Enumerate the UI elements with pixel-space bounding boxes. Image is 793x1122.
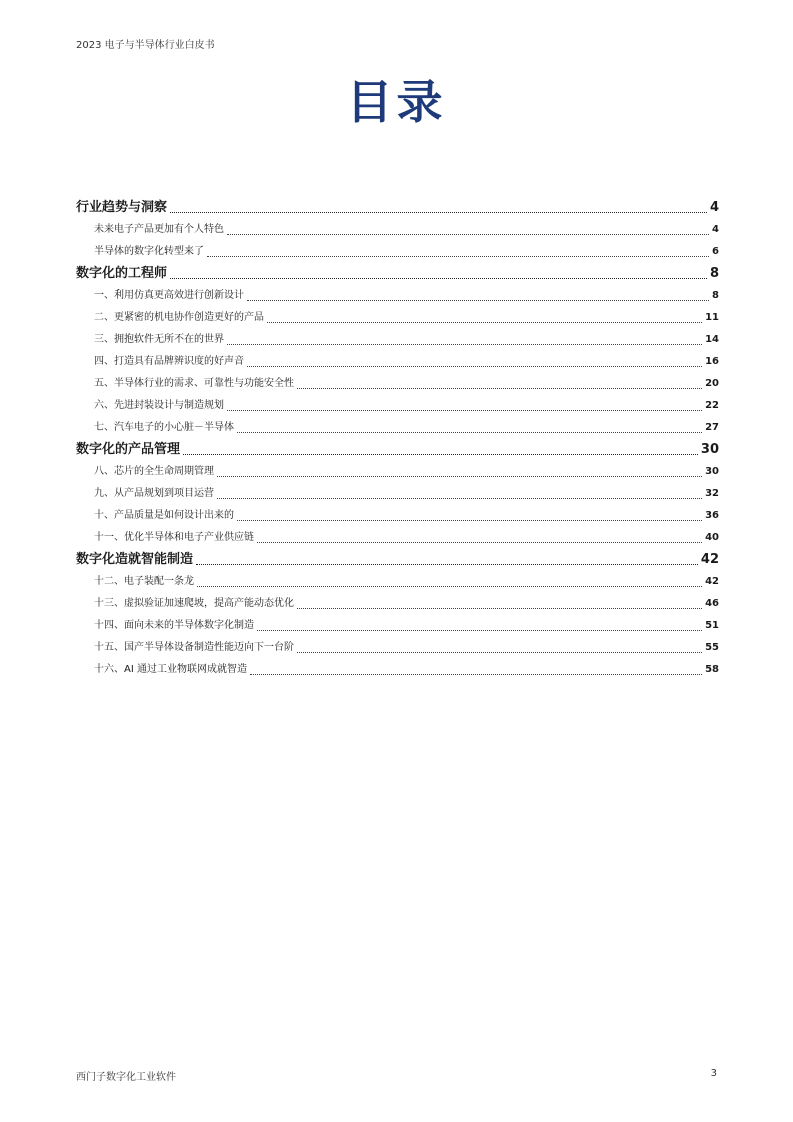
toc-subsection-entry[interactable] — [76, 527, 719, 549]
toc-entry-title: 十一、优化半导体和电子产业供应链 — [94, 532, 254, 543]
toc-dot-leader — [217, 476, 702, 477]
toc-entry-title: 五、半导体行业的需求、可靠性与功能安全性 — [94, 378, 294, 389]
toc-dot-leader — [257, 630, 702, 631]
toc-entry-title: 六、先进封装设计与制造规划 — [94, 400, 224, 411]
toc-entry-page: 42 — [705, 576, 719, 587]
toc-entry-page: 30 — [700, 442, 719, 457]
toc-dot-leader — [237, 520, 702, 521]
toc-entry-page: 32 — [705, 488, 719, 499]
toc-section-entry[interactable] — [76, 197, 719, 219]
toc-subsection-entry[interactable] — [76, 373, 719, 395]
toc-subsection-entry[interactable] — [76, 505, 719, 527]
toc-subsection-entry[interactable] — [76, 395, 719, 417]
toc-subsection-entry[interactable] — [76, 615, 719, 637]
toc-entry-title: 十四、面向未来的半导体数字化制造 — [94, 620, 254, 631]
toc-section-entry[interactable] — [76, 439, 719, 461]
toc-entry-page: 6 — [712, 246, 719, 257]
footer-page-number: 3 — [710, 1068, 717, 1079]
toc-entry-title: 四、打造具有品牌辨识度的好声音 — [94, 356, 244, 367]
toc-entry-page: 55 — [705, 642, 719, 653]
toc-subsection-entry[interactable] — [76, 637, 719, 659]
toc-entry-page: 51 — [705, 620, 719, 631]
toc-dot-leader — [183, 454, 698, 455]
toc-subsection-entry[interactable] — [76, 285, 719, 307]
toc-subsection-entry[interactable] — [76, 241, 719, 263]
toc-entry-page: 8 — [712, 290, 719, 301]
toc-entry-title: 数字化的产品管理 — [76, 442, 181, 457]
table-of-contents — [76, 197, 719, 681]
toc-dot-leader — [227, 410, 702, 411]
toc-section-entry[interactable] — [76, 549, 719, 571]
toc-entry-title: 未来电子产品更加有个人特色 — [94, 224, 224, 235]
toc-dot-leader — [247, 366, 702, 367]
toc-entry-page: 46 — [705, 598, 719, 609]
toc-dot-leader — [227, 234, 709, 235]
toc-entry-page: 8 — [709, 266, 719, 281]
toc-subsection-entry[interactable] — [76, 483, 719, 505]
toc-entry-page: 14 — [705, 334, 719, 345]
toc-entry-page: 16 — [705, 356, 719, 367]
toc-entry-title: 八、芯片的全生命周期管理 — [94, 466, 214, 477]
toc-entry-page: 40 — [705, 532, 719, 543]
toc-dot-leader — [257, 542, 702, 543]
page-title: 目录 — [346, 75, 447, 129]
toc-dot-leader — [196, 564, 698, 565]
toc-subsection-entry[interactable] — [76, 329, 719, 351]
toc-entry-title: 三、拥抱软件无所不在的世界 — [94, 334, 224, 345]
toc-subsection-entry[interactable] — [76, 659, 719, 681]
toc-entry-title: 行业趋势与洞察 — [76, 200, 168, 215]
toc-entry-title: 半导体的数字化转型来了 — [94, 246, 204, 257]
toc-entry-page: 22 — [705, 400, 719, 411]
toc-subsection-entry[interactable] — [76, 593, 719, 615]
toc-dot-leader — [207, 256, 709, 257]
toc-dot-leader — [297, 652, 702, 653]
toc-subsection-entry[interactable] — [76, 461, 719, 483]
toc-dot-leader — [247, 300, 709, 301]
toc-dot-leader — [297, 388, 702, 389]
toc-dot-leader — [267, 322, 702, 323]
toc-subsection-entry[interactable] — [76, 571, 719, 593]
running-header: 2023 电子与半导体行业白皮书 — [76, 40, 215, 51]
toc-entry-page: 4 — [712, 224, 719, 235]
toc-entry-title: 九、从产品规划到项目运营 — [94, 488, 214, 499]
toc-section-entry[interactable] — [76, 263, 719, 285]
toc-entry-title: 数字化的工程师 — [76, 266, 168, 281]
toc-dot-leader — [227, 344, 702, 345]
toc-dot-leader — [250, 674, 702, 675]
toc-entry-title: 七、汽车电子的小心脏－半导体 — [94, 422, 234, 433]
toc-entry-page: 4 — [709, 200, 719, 215]
toc-entry-page: 27 — [705, 422, 719, 433]
toc-entry-title: 十、产品质量是如何设计出来的 — [94, 510, 234, 521]
toc-subsection-entry[interactable] — [76, 351, 719, 373]
toc-entry-title: 十六、AI 通过工业物联网成就智造 — [94, 664, 247, 675]
toc-dot-leader — [170, 212, 707, 213]
toc-subsection-entry[interactable] — [76, 219, 719, 241]
toc-entry-title: 一、利用仿真更高效进行创新设计 — [94, 290, 244, 301]
toc-dot-leader — [237, 432, 702, 433]
toc-entry-title: 十三、虚拟验证加速爬坡，提高产能动态优化 — [94, 598, 294, 609]
toc-entry-title: 二、更紧密的机电协作创造更好的产品 — [94, 312, 264, 323]
toc-entry-page: 36 — [705, 510, 719, 521]
toc-subsection-entry[interactable] — [76, 307, 719, 329]
toc-entry-title: 数字化造就智能制造 — [76, 552, 194, 567]
toc-entry-page: 42 — [700, 552, 719, 567]
toc-entry-page: 20 — [705, 378, 719, 389]
toc-dot-leader — [197, 586, 702, 587]
toc-entry-page: 30 — [705, 466, 719, 477]
toc-subsection-entry[interactable] — [76, 417, 719, 439]
toc-dot-leader — [170, 278, 707, 279]
toc-entry-page: 11 — [705, 312, 719, 323]
toc-dot-leader — [217, 498, 702, 499]
toc-entry-page: 58 — [705, 664, 719, 675]
toc-entry-title: 十五、国产半导体设备制造性能迈向下一台阶 — [94, 642, 294, 653]
footer-publisher: 西门子数字化工业软件 — [76, 1072, 176, 1083]
toc-entry-title: 十二、电子装配一条龙 — [94, 576, 194, 587]
toc-dot-leader — [297, 608, 702, 609]
